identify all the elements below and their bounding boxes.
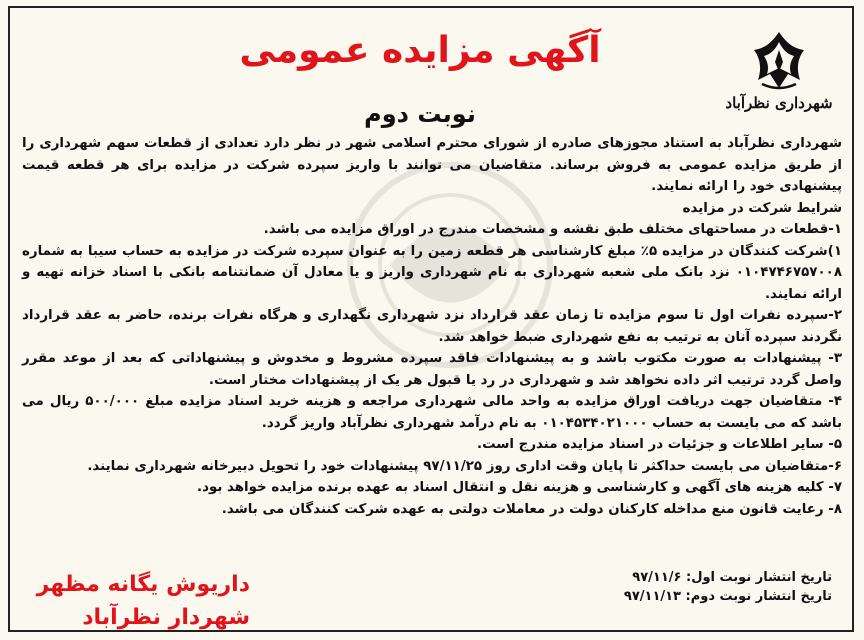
condition-item: ۳- پیشنهادات به صورت مکتوب باشد و به پیشنهادات فاقد سپرده مشروط و مخدوش و پیشنهاداتی که بعد از موعد مقرر واصل گردد ترتیب اثر داده نخواهد شد و شهرداری در رد یا قبول هر یک از پیشنهادات مختار است. — [22, 351, 842, 388]
second-publication-date: تاریخ انتشار نوبت دوم: ۹۷/۱۱/۱۳ — [623, 589, 832, 604]
municipality-logo — [724, 28, 834, 116]
conditions-heading: شرایط شرکت در مزایده — [682, 200, 842, 216]
signer-block — [30, 568, 250, 634]
ad-body — [22, 133, 842, 520]
signer-name: داریوش یگانه مظهر — [36, 572, 250, 597]
signer-role: شهردار نظرآباد — [82, 605, 250, 630]
condition-item: ۷- کلیه هزینه های آگهی و کارشناسی و هزینه نقل و انتقال اسناد به عهده برنده مزایده خواهد بود. — [196, 480, 842, 495]
condition-item: ۵- سایر اطلاعات و جزئیات در اسناد مزایده مندرج است. — [477, 437, 842, 452]
ad-title: آگهی مزایده عمومی — [239, 30, 601, 71]
condition-item: ۴- متقاضیان جهت دریافت اوراق مزایده به واحد مالی شهرداری مراجعه و هزینه خرید اسناد مزایده مبلغ ۵۰۰/۰۰۰ ریال می باشد که می بایست به حساب ۰۱۰۴۵۳۴۰۲۱۰۰۰ به نام درآمد شهرداری نظرآباد واریز گردد. — [22, 394, 842, 431]
ad-round: نوبت دوم — [364, 100, 476, 128]
condition-item: ۶-متقاضیان می بایست حداکثر تا پایان وقت اداری روز ۹۷/۱۱/۲۵ پیشنهادات خود را تحویل دبیرخانه شهرداری نمایند. — [87, 458, 842, 474]
intro-paragraph: شهرداری نظرآباد به استناد مجوزهای صادره از شورای محترم اسلامی شهر در نظر دارد تعدادی از قطعات سهم شهرداری را از طریق مزایده عمومی به فروش برساند. متقاضیان می توانند با واریز سپرده شرکت در مزایده برای هر قطعه قیمت پیشنهادی خود را ارائه نمایند. — [22, 136, 842, 194]
municipality-emblem-icon — [744, 28, 814, 92]
condition-item: ۸- رعایت قانون منع مداخله کارکنان دولت در معاملات دولتی به عهده شرکت کنندگان می باشد. — [221, 501, 842, 517]
logo-caption: شهرداری نظرآباد — [725, 94, 833, 112]
publication-dates — [612, 568, 832, 606]
first-publication-date: تاریخ انتشار نوبت اول: ۹۷/۱۱/۶ — [632, 570, 832, 585]
condition-item: ۱)شرکت کنندگان در مزایده ۵٪ مبلغ کارشناسی هر قطعه زمین را به عنوان سپرده شرکت در مزایده به حساب سیبا به شماره ۰۱۰۴۷۴۶۷۵۷۰۰۸ نزد بانک ملی شعبه شهرداری به نام شهرداری واریز و یا معادل آن ضمانتنامه بانکی با اسناد خزانه تهیه و ارائه نمایند. — [22, 243, 842, 302]
condition-item: ۲-سپرده نفرات اول تا سوم مزایده تا زمان عقد قرارداد نزد شهرداری نگهداری و هرگاه نفرات برنده، حاضر به عقد قرارداد نگردند سپرده آنان به ترتیب به نفع شهرداری ضبط خواهد شد. — [22, 308, 842, 345]
condition-item: ۱-قطعات در مساحتهای مختلف طبق نقشه و مشخصات مندرج در اوراق مزایده می باشد. — [263, 222, 842, 237]
